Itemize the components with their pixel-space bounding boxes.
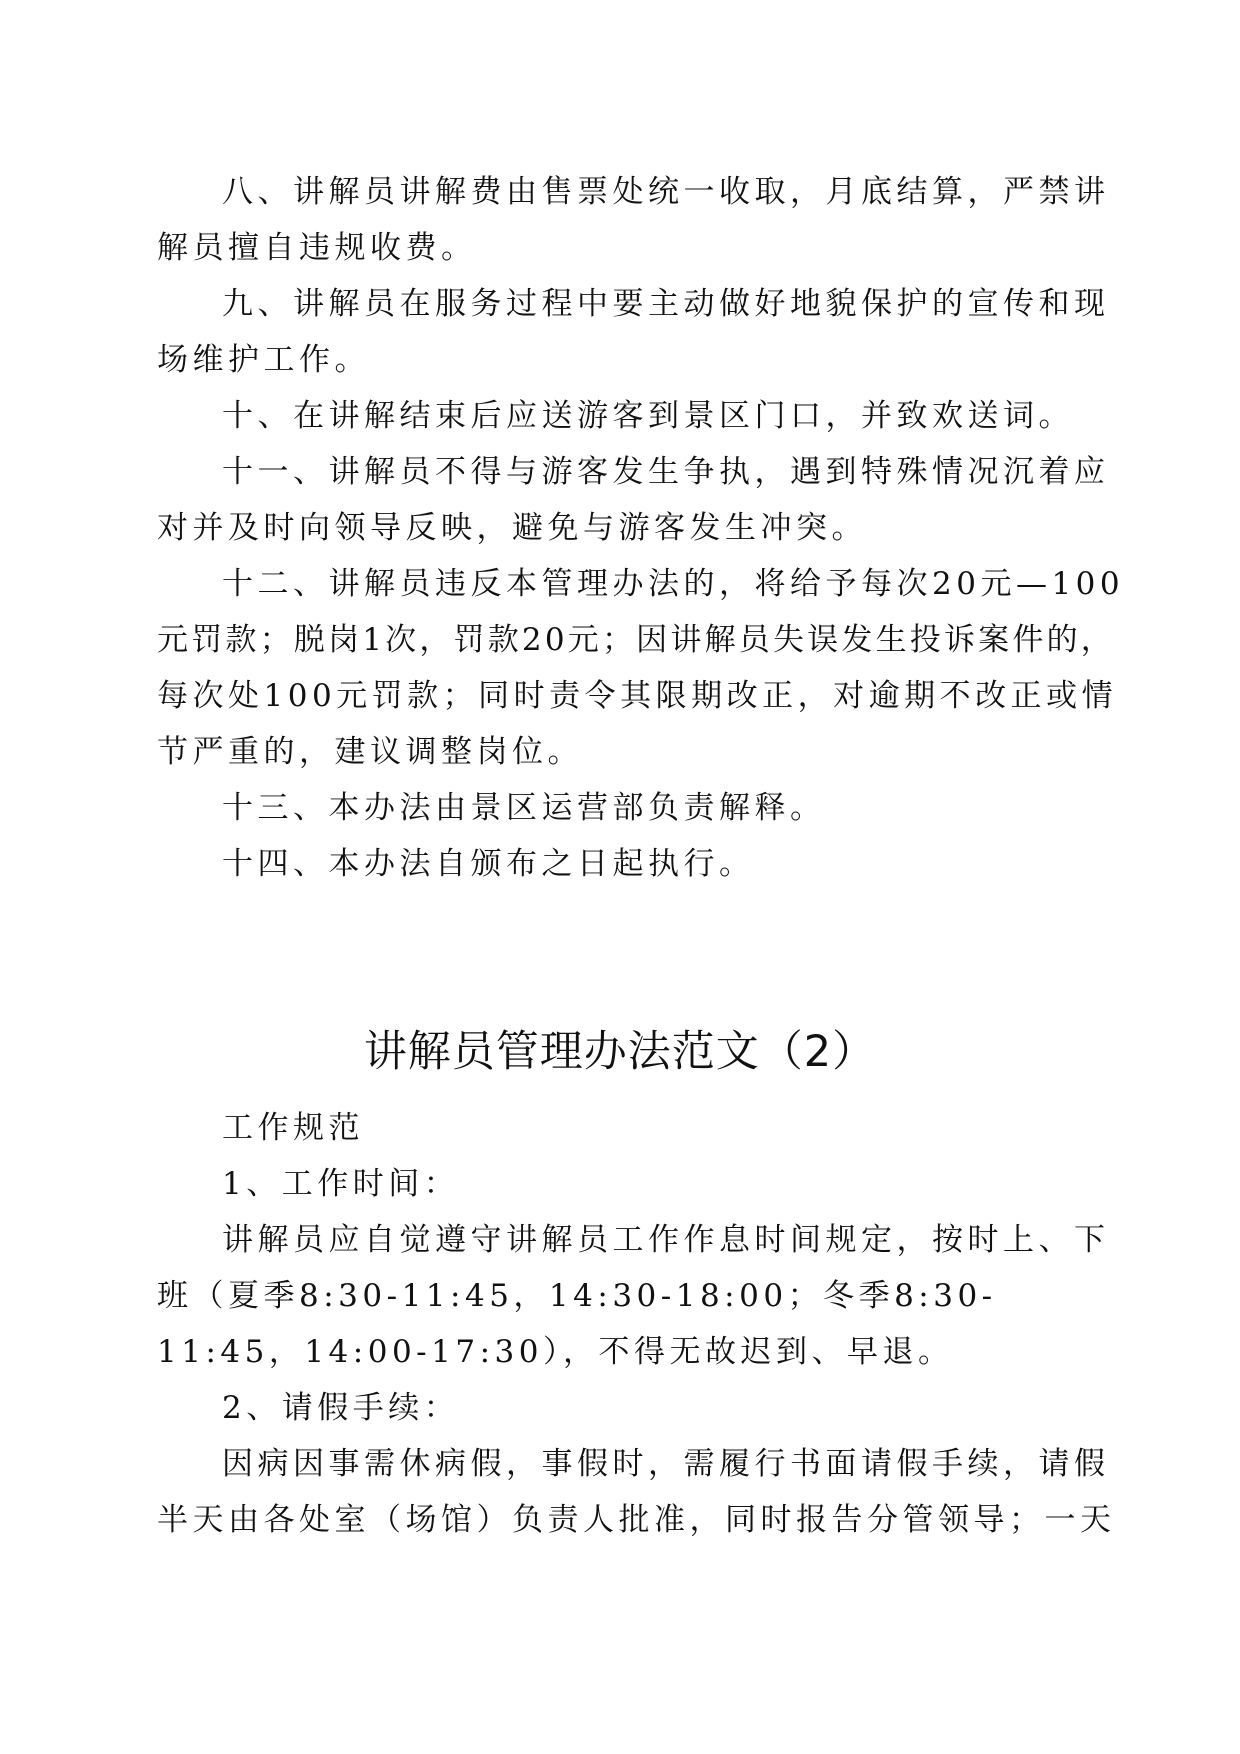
paragraph-line: 1、工作时间： bbox=[222, 1166, 460, 1202]
paragraph-line: 工作规范 bbox=[222, 1110, 364, 1146]
paragraph-line: 场维护工作。 bbox=[157, 342, 370, 378]
paragraph-line: 十二、讲解员违反本管理办法的，将给予每次20元—100 bbox=[222, 566, 1125, 602]
paragraph-line: 九、讲解员在服务过程中要主动做好地貌保护的宣传和现 bbox=[222, 286, 1110, 322]
paragraph-line: 解员擅自违规收费。 bbox=[157, 230, 477, 266]
paragraph-line: 十四、本办法自颁布之日起执行。 bbox=[222, 846, 755, 882]
paragraph-line: 十一、讲解员不得与游客发生争执，遇到特殊情况沉着应 bbox=[222, 454, 1110, 490]
paragraph-line: 11:45，14:00-17:30），不得无故迟到、早退。 bbox=[157, 1334, 954, 1370]
paragraph-line: 2、请假手续： bbox=[222, 1390, 460, 1426]
paragraph-line: 八、讲解员讲解费由售票处统一收取，月底结算，严禁讲 bbox=[222, 174, 1110, 210]
paragraph-line: 对并及时向领导反映，避免与游客发生冲突。 bbox=[157, 510, 867, 546]
paragraph-line: 因病因事需休病假，事假时，需履行书面请假手续，请假 bbox=[222, 1446, 1110, 1482]
paragraph-line: 班（夏季8:30-11:45，14:30-18:00；冬季8:30- bbox=[157, 1278, 997, 1314]
paragraph-line: 节严重的，建议调整岗位。 bbox=[157, 734, 583, 770]
paragraph-line: 元罚款；脱岗1次，罚款20元；因讲解员失误发生投诉案件的， bbox=[157, 622, 1115, 658]
paragraph-line: 十、在讲解结束后应送游客到景区门口，并致欢送词。 bbox=[222, 398, 1074, 434]
paragraph-line: 每次处100元罚款；同时责令其限期改正，对逾期不改正或情 bbox=[157, 678, 1118, 714]
paragraph-line: 十三、本办法由景区运营部负责解释。 bbox=[222, 790, 826, 826]
paragraph-line: 半天由各处室（场馆）负责人批准，同时报告分管领导；一天 bbox=[157, 1502, 1116, 1538]
paragraph-line: 讲解员应自觉遵守讲解员工作作息时间规定，按时上、下 bbox=[222, 1222, 1110, 1258]
section-title: 讲解员管理办法范文（2） bbox=[363, 1027, 877, 1077]
